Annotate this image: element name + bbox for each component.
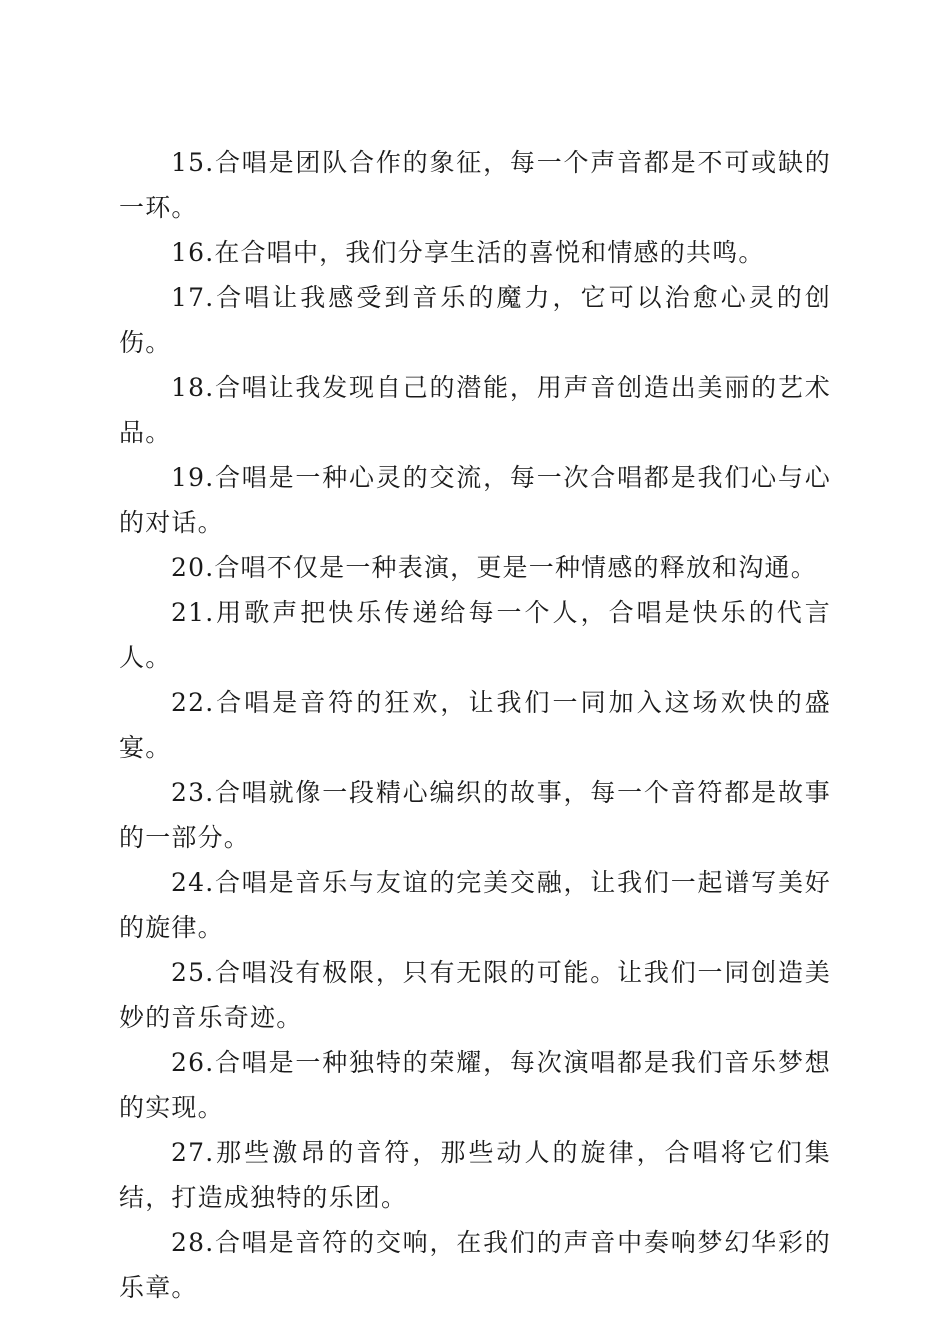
paragraph-23: 23.合唱就像一段精心编织的故事，每一个音符都是故事的一部分。 — [119, 778, 831, 852]
paragraph-22: 22.合唱是音符的狂欢，让我们一同加入这场欢快的盛宴。 — [119, 688, 831, 762]
paragraph-24: 24.合唱是音乐与友谊的完美交融，让我们一起谱写美好的旋律。 — [119, 868, 831, 942]
paragraph-17: 17.合唱让我感受到音乐的魔力，它可以治愈心灵的创伤。 — [119, 283, 831, 357]
paragraph-15: 15.合唱是团队合作的象征，每一个声音都是不可或缺的一环。 — [119, 148, 831, 222]
paragraph-26: 26.合唱是一种独特的荣耀，每次演唱都是我们音乐梦想的实现。 — [119, 1048, 831, 1122]
paragraph-21: 21.用歌声把快乐传递给每一个人，合唱是快乐的代言人。 — [119, 598, 831, 672]
paragraph-16: 16.在合唱中，我们分享生活的喜悦和情感的共鸣。 — [171, 238, 765, 267]
document-body — [119, 140, 831, 1310]
paragraph-19: 19.合唱是一种心灵的交流，每一次合唱都是我们心与心的对话。 — [119, 463, 831, 537]
paragraph-18: 18.合唱让我发现自己的潜能，用声音创造出美丽的艺术品。 — [119, 373, 831, 447]
paragraph-20: 20.合唱不仅是一种表演，更是一种情感的释放和沟通。 — [171, 553, 817, 582]
paragraph-28: 28.合唱是音符的交响，在我们的声音中奏响梦幻华彩的乐章。 — [119, 1228, 831, 1302]
paragraph-25: 25.合唱没有极限，只有无限的可能。让我们一同创造美妙的音乐奇迹。 — [119, 958, 831, 1032]
paragraph-27: 27.那些激昂的音符，那些动人的旋律，合唱将它们集结，打造成独特的乐团。 — [119, 1138, 831, 1212]
